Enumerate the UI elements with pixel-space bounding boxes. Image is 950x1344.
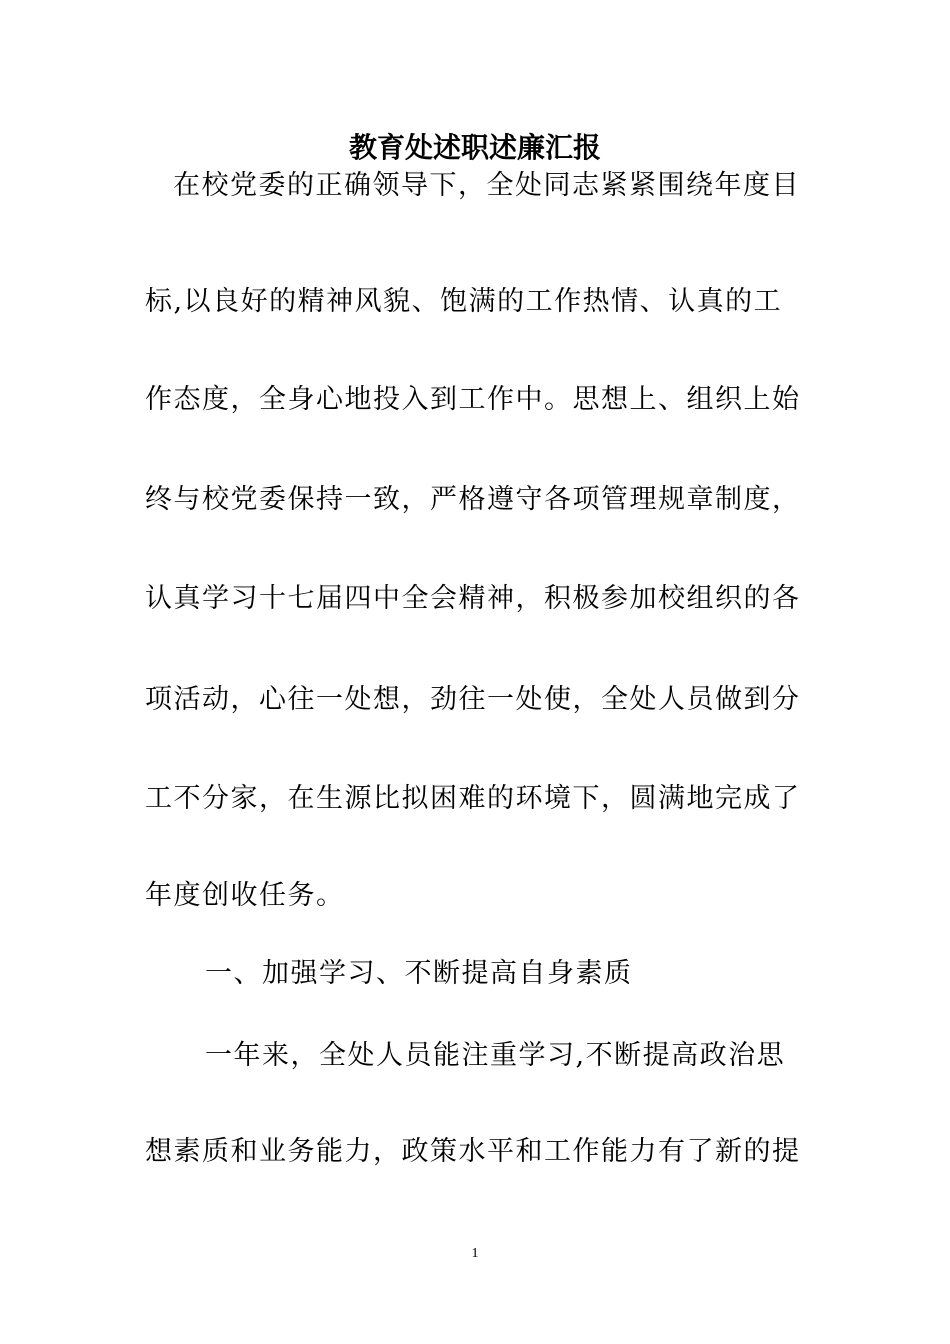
body-line-11: 想素质和业务能力，政策水平和工作能力有了新的提: [145, 1136, 801, 1167]
body-line-8: 年度创收任务。: [145, 880, 345, 911]
body-line-10: 一年来，全处人员能注重学习,不断提高政治思: [205, 1040, 786, 1071]
body-line-1: 在校党委的正确领导下，全处同志紧紧围绕年度目: [173, 170, 800, 201]
body-line-3: 作态度，全身心地投入到工作中。思想上、组织上始: [145, 384, 801, 415]
body-line-6: 项活动，心往一处想，劲往一处使，全处人员做到分: [145, 684, 801, 715]
document-title: 教育处述职述廉汇报: [348, 131, 601, 164]
section-heading: 一、加强学习、不断提高自身素质: [205, 958, 633, 989]
body-line-2: 标,以良好的精神风貌、饱满的工作热情、认真的工: [145, 286, 783, 317]
page-number: 1: [471, 1246, 479, 1261]
body-line-7: 工不分家，在生源比拟困难的环境下，圆满地完成了: [145, 783, 801, 814]
body-line-5: 认真学习十七届四中全会精神，积极参加校组织的各: [145, 583, 801, 614]
body-line-4: 终与校党委保持一致，严格遵守各项管理规章制度，: [145, 484, 801, 515]
